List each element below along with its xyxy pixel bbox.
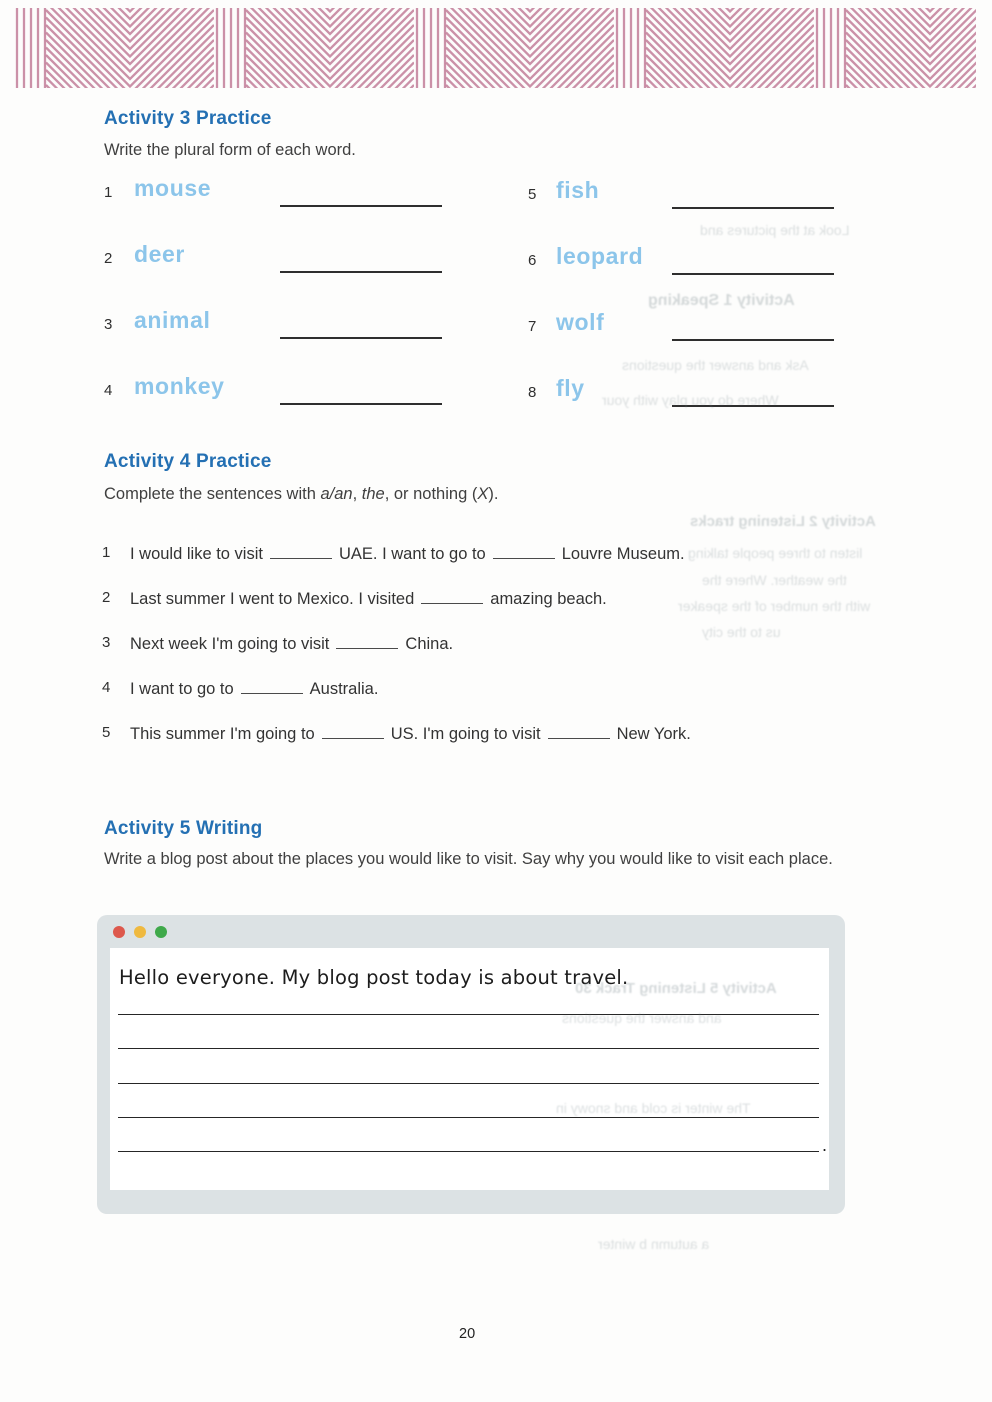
- fill-in-blank[interactable]: [421, 591, 483, 604]
- fill-in-blank[interactable]: [241, 681, 303, 694]
- item-number: 4: [102, 679, 111, 696]
- fill-in-blank[interactable]: [336, 636, 398, 649]
- instruction-text: , or nothing (: [384, 485, 478, 503]
- bleed-through-text: with the number of the speaker: [678, 598, 871, 614]
- vocabulary-word: mouse: [134, 175, 212, 201]
- bleed-through-text: us to the city: [702, 624, 781, 640]
- vocabulary-word: fly: [556, 375, 585, 401]
- sentence-text: I would like to visit UAE. I want to go to Louvre Museum.: [130, 545, 685, 563]
- word-row: [104, 241, 474, 307]
- bleed-through-text: and answer the questions: [562, 1010, 722, 1026]
- minimize-dot-icon: [134, 926, 146, 938]
- blog-writing-area[interactable]: [110, 948, 829, 1190]
- sentence-text: This summer I'm going to US. I'm going to visit New York.: [130, 725, 691, 743]
- trailing-period: .: [821, 1135, 827, 1155]
- activity4-title: Activity 4 Practice: [104, 451, 272, 472]
- item-number: 6: [528, 252, 537, 269]
- instruction-text: Complete the sentences with: [104, 485, 321, 503]
- item-number: 2: [104, 250, 113, 267]
- ruled-line[interactable]: [118, 1083, 819, 1084]
- answer-line[interactable]: [280, 337, 442, 339]
- item-number: 2: [102, 589, 111, 606]
- word-list-left: [104, 175, 474, 439]
- activity5-title: Activity 5 Writing: [104, 818, 263, 839]
- vocabulary-word: animal: [134, 307, 211, 333]
- vocabulary-word: leopard: [556, 243, 644, 269]
- fill-in-blank[interactable]: [548, 726, 610, 739]
- sentence-row: [102, 723, 892, 768]
- bleed-through-text: Activity 1 Speaking: [648, 292, 795, 309]
- bleed-through-text: Where do you play with your: [602, 392, 779, 408]
- word-row: [528, 309, 858, 375]
- answer-line[interactable]: [280, 271, 442, 273]
- sentence-row: [102, 678, 892, 723]
- item-number: 4: [104, 382, 113, 399]
- item-number: 1: [104, 184, 113, 201]
- word-list-right: [528, 177, 858, 441]
- bleed-through-text: Ask and answer the questions: [622, 357, 809, 373]
- ruled-line[interactable]: [118, 1048, 819, 1049]
- ruled-line[interactable]: [118, 1014, 819, 1015]
- word-row: [104, 307, 474, 373]
- bleed-through-text: a autumn b winter: [598, 1236, 710, 1252]
- sentence-text: Next week I'm going to visit China.: [130, 635, 454, 653]
- activity3-title: Activity 3 Practice: [104, 108, 272, 129]
- bleed-through-text: listen to three people talking: [688, 545, 863, 561]
- zoom-dot-icon: [155, 926, 167, 938]
- window-controls: [113, 926, 167, 938]
- activity3-instruction: Write the plural form of each word.: [104, 141, 356, 159]
- blog-window: [97, 915, 845, 1214]
- answer-line[interactable]: [672, 405, 834, 407]
- sentence-row: [102, 588, 892, 633]
- item-number: 7: [528, 318, 537, 335]
- item-number: 3: [102, 634, 111, 651]
- word-row: [104, 373, 474, 439]
- activity5-instruction: Write a blog post about the places you would like to visit. Say why you would like to visit each place.: [104, 850, 833, 868]
- blog-first-line: Hello everyone. My blog post today is about travel.: [119, 966, 629, 989]
- bleed-through-text: the weather. Where the: [702, 572, 847, 588]
- banner-pattern: [14, 8, 976, 88]
- sentence-text: I want to go to Australia.: [130, 680, 379, 698]
- ruled-line[interactable]: [118, 1117, 819, 1118]
- vocabulary-word: monkey: [134, 373, 225, 399]
- answer-line[interactable]: [672, 207, 834, 209]
- bleed-through-text: Activity 2 Listening tracks: [690, 513, 876, 530]
- answer-line[interactable]: [672, 339, 834, 341]
- fill-in-blank[interactable]: [493, 546, 555, 559]
- close-dot-icon: [113, 926, 125, 938]
- fill-in-blank[interactable]: [270, 546, 332, 559]
- bleed-through-text: The winter is cold and snowy in: [556, 1100, 751, 1116]
- item-number: 3: [104, 316, 113, 333]
- answer-line[interactable]: [672, 273, 834, 275]
- item-number: 5: [528, 186, 537, 203]
- answer-line[interactable]: [280, 205, 442, 207]
- instruction-text: the: [361, 485, 385, 503]
- ruled-line[interactable]: [118, 1151, 819, 1152]
- instruction-text: a/an: [320, 485, 353, 503]
- instruction-text: X: [477, 485, 489, 503]
- answer-line[interactable]: [280, 403, 442, 405]
- sentence-list: [102, 543, 892, 768]
- word-row: [528, 177, 858, 243]
- item-number: 1: [102, 544, 111, 561]
- sentence-row: [102, 543, 892, 588]
- activity4-instruction: [104, 482, 498, 507]
- vocabulary-word: wolf: [556, 309, 605, 335]
- word-row: [104, 175, 474, 241]
- word-row: [528, 243, 858, 309]
- sentence-row: [102, 633, 892, 678]
- item-number: 8: [528, 384, 537, 401]
- instruction-text: ,: [352, 485, 362, 503]
- sentence-text: Last summer I went to Mexico. I visited amazing beach.: [130, 590, 607, 608]
- vocabulary-word: fish: [556, 177, 600, 203]
- bleed-through-text: Look at the pictures and: [700, 222, 850, 238]
- word-row: [528, 375, 858, 441]
- bleed-through-text: Activity 5 Listening Track 30: [575, 980, 777, 997]
- page-number: 20: [459, 1326, 476, 1342]
- item-number: 5: [102, 724, 111, 741]
- fill-in-blank[interactable]: [322, 726, 384, 739]
- vocabulary-word: deer: [134, 241, 185, 267]
- instruction-text: ).: [488, 485, 499, 503]
